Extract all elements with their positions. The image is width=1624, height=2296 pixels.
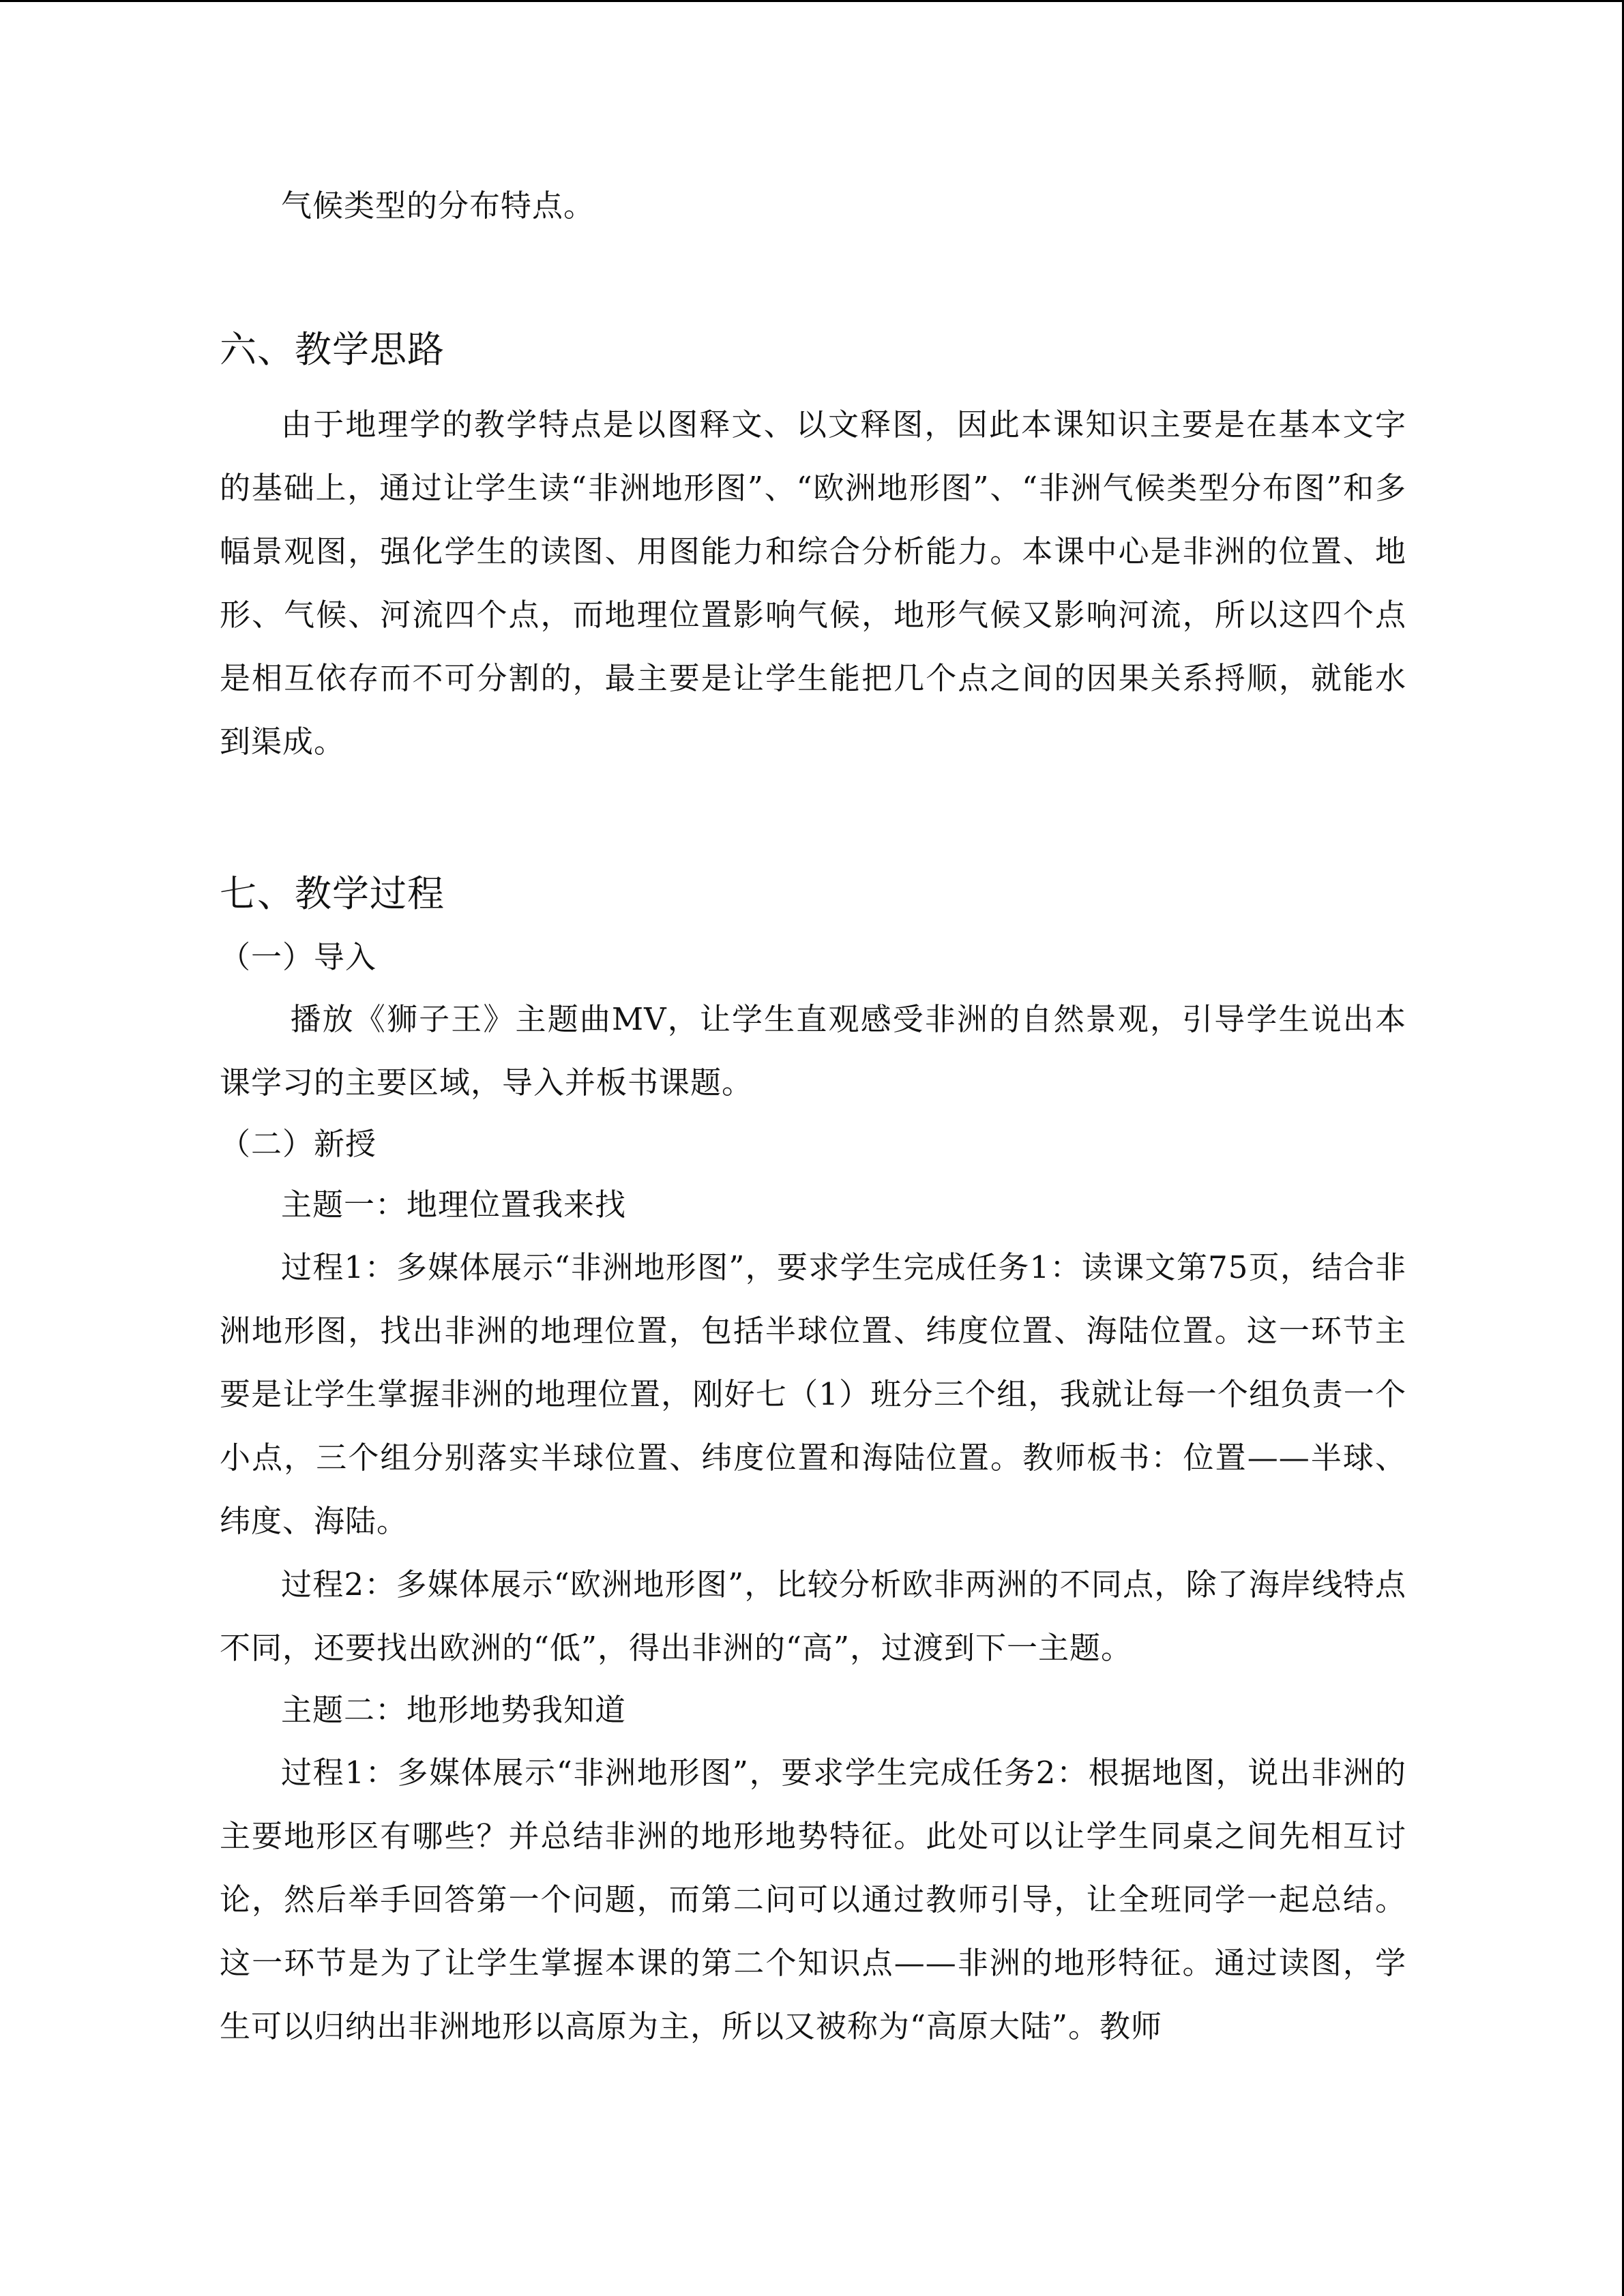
topic-one-process-one: 过程1：多媒体展示“非洲地形图”，要求学生完成任务1：读课文第75页，结合非洲地形图，找出非洲的地理位置，包括半球位置、纬度位置、海陆位置。这一环节主要是让学生掌握非洲的地理位置，刚好七（1）班分三个组，我就让每一个组负责一个小点，三个组分别落实半球位置、纬度位置和海陆位置。教师板书：位置——半球、纬度、海陆。: [220, 1249, 1406, 1539]
page-top-border: [0, 0, 1624, 2]
topic-two-title: 主题二：地形地势我知道: [281, 1692, 627, 1728]
new-lesson-subheading: （二）新授: [220, 1126, 377, 1162]
intro-paragraph: 播放《狮子王》主题曲MV，让学生直观感受非洲的自然景观，引导学生说出本课学习的主要区域，导入并板书课题。: [220, 1001, 1406, 1101]
intro-subheading: （一）导入: [220, 939, 377, 975]
section-seven-heading: 七、教学过程: [220, 872, 445, 915]
topic-one-process-two: 过程2：多媒体展示“欧洲地形图”，比较分析欧非两洲的不同点，除了海岸线特点不同，还要找出欧洲的“低”，得出非洲的“高”，过渡到下一主题。: [220, 1566, 1406, 1666]
teaching-approach-paragraph: 由于地理学的教学特点是以图释文、以文释图，因此本课知识主要是在基本文字的基础上，通过让学生读“非洲地形图”、“欧洲地形图”、“非洲气候类型分布图”和多幅景观图，强化学生的读图、用图能力和综合分析能力。本课中心是非洲的位置、地形、气候、河流四个点，而地理位置影响气候，地形气候又影响河流，所以这四个点是相互依存而不可分割的，最主要是让学生能把几个点之间的因果关系捋顺，就能水到渠成。: [220, 406, 1406, 760]
document-page: [220, 174, 1406, 2058]
section-six-heading: 六、教学思路: [220, 328, 445, 371]
continuation-paragraph: 气候类型的分布特点。: [281, 188, 595, 224]
topic-one-title: 主题一：地理位置我来找: [281, 1187, 627, 1223]
topic-two-process-one: 过程1：多媒体展示“非洲地形图”，要求学生完成任务2：根据地图，说出非洲的主要地形区有哪些？并总结非洲的地形地势特征。此处可以让学生同桌之间先相互讨论，然后举手回答第一个问题，而第二问可以通过教师引导，让全班同学一起总结。这一环节是为了让学生掌握本课的第二个知识点——非洲的地形特征。通过读图，学生可以归纳出非洲地形以高原为主，所以又被称为“高原大陆”。教师: [220, 1755, 1406, 2044]
